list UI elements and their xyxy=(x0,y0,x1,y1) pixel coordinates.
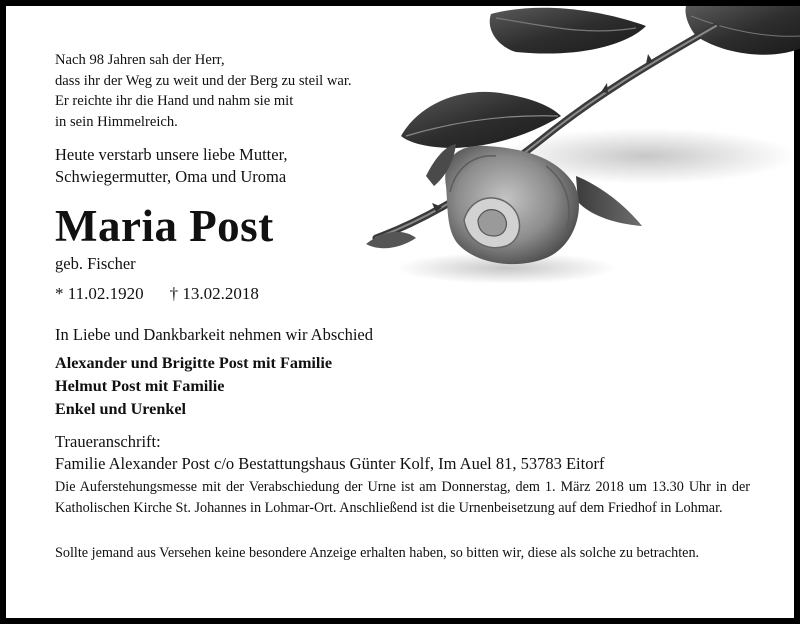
verse xyxy=(55,50,352,132)
rose-image xyxy=(346,6,800,296)
farewell-text: In Liebe und Dankbarkeit nehmen wir Abschied xyxy=(55,325,373,344)
address-label: Traueranschrift: xyxy=(55,432,161,451)
intro-line: Schwiegermutter, Oma und Uroma xyxy=(55,167,287,186)
closing-note: Sollte jemand aus Versehen keine besondere Anzeige erhalten haben, so bitten wir, diese als solche zu betrachten. xyxy=(55,545,700,561)
deceased-name: Maria Post xyxy=(55,201,274,251)
mourner: Alexander und Brigitte Post mit Familie xyxy=(55,354,333,372)
verse-line: dass ihr der Weg zu weit und der Berg zu steil war. xyxy=(55,72,352,89)
intro xyxy=(55,144,288,188)
service-notice: Die Auferstehungsmesse mit der Verabschiedung der Urne ist am Donnerstag, dem 1. März 2018 um 13.30 Uhr in der Katholischen Kirche St. Johannes in Lohmar-Ort. Anschließend ist die Urnenbeisetzung auf dem Friedhof in Lohmar. xyxy=(55,479,750,516)
birth-date: * 11.02.1920 xyxy=(55,284,144,303)
address-text: Familie Alexander Post c/o Bestattungshaus Günter Kolf, Im Auel 81, 53783 Eitorf xyxy=(55,454,605,473)
verse-line: Nach 98 Jahren sah der Herr, xyxy=(55,52,225,68)
death-date: † 13.02.2018 xyxy=(169,284,259,303)
mourning-address xyxy=(55,431,604,475)
mourners-list xyxy=(55,352,332,421)
born-name: geb. Fischer xyxy=(55,254,136,273)
verse-line: Er reichte ihr die Hand und nahm sie mit xyxy=(55,93,294,109)
intro-line: Heute verstarb unsere liebe Mutter, xyxy=(55,145,288,164)
mourner: Enkel und Urenkel xyxy=(55,400,187,418)
life-dates xyxy=(55,283,259,305)
mourner: Helmut Post mit Familie xyxy=(55,377,225,395)
verse-line: in sein Himmelreich. xyxy=(55,113,178,130)
